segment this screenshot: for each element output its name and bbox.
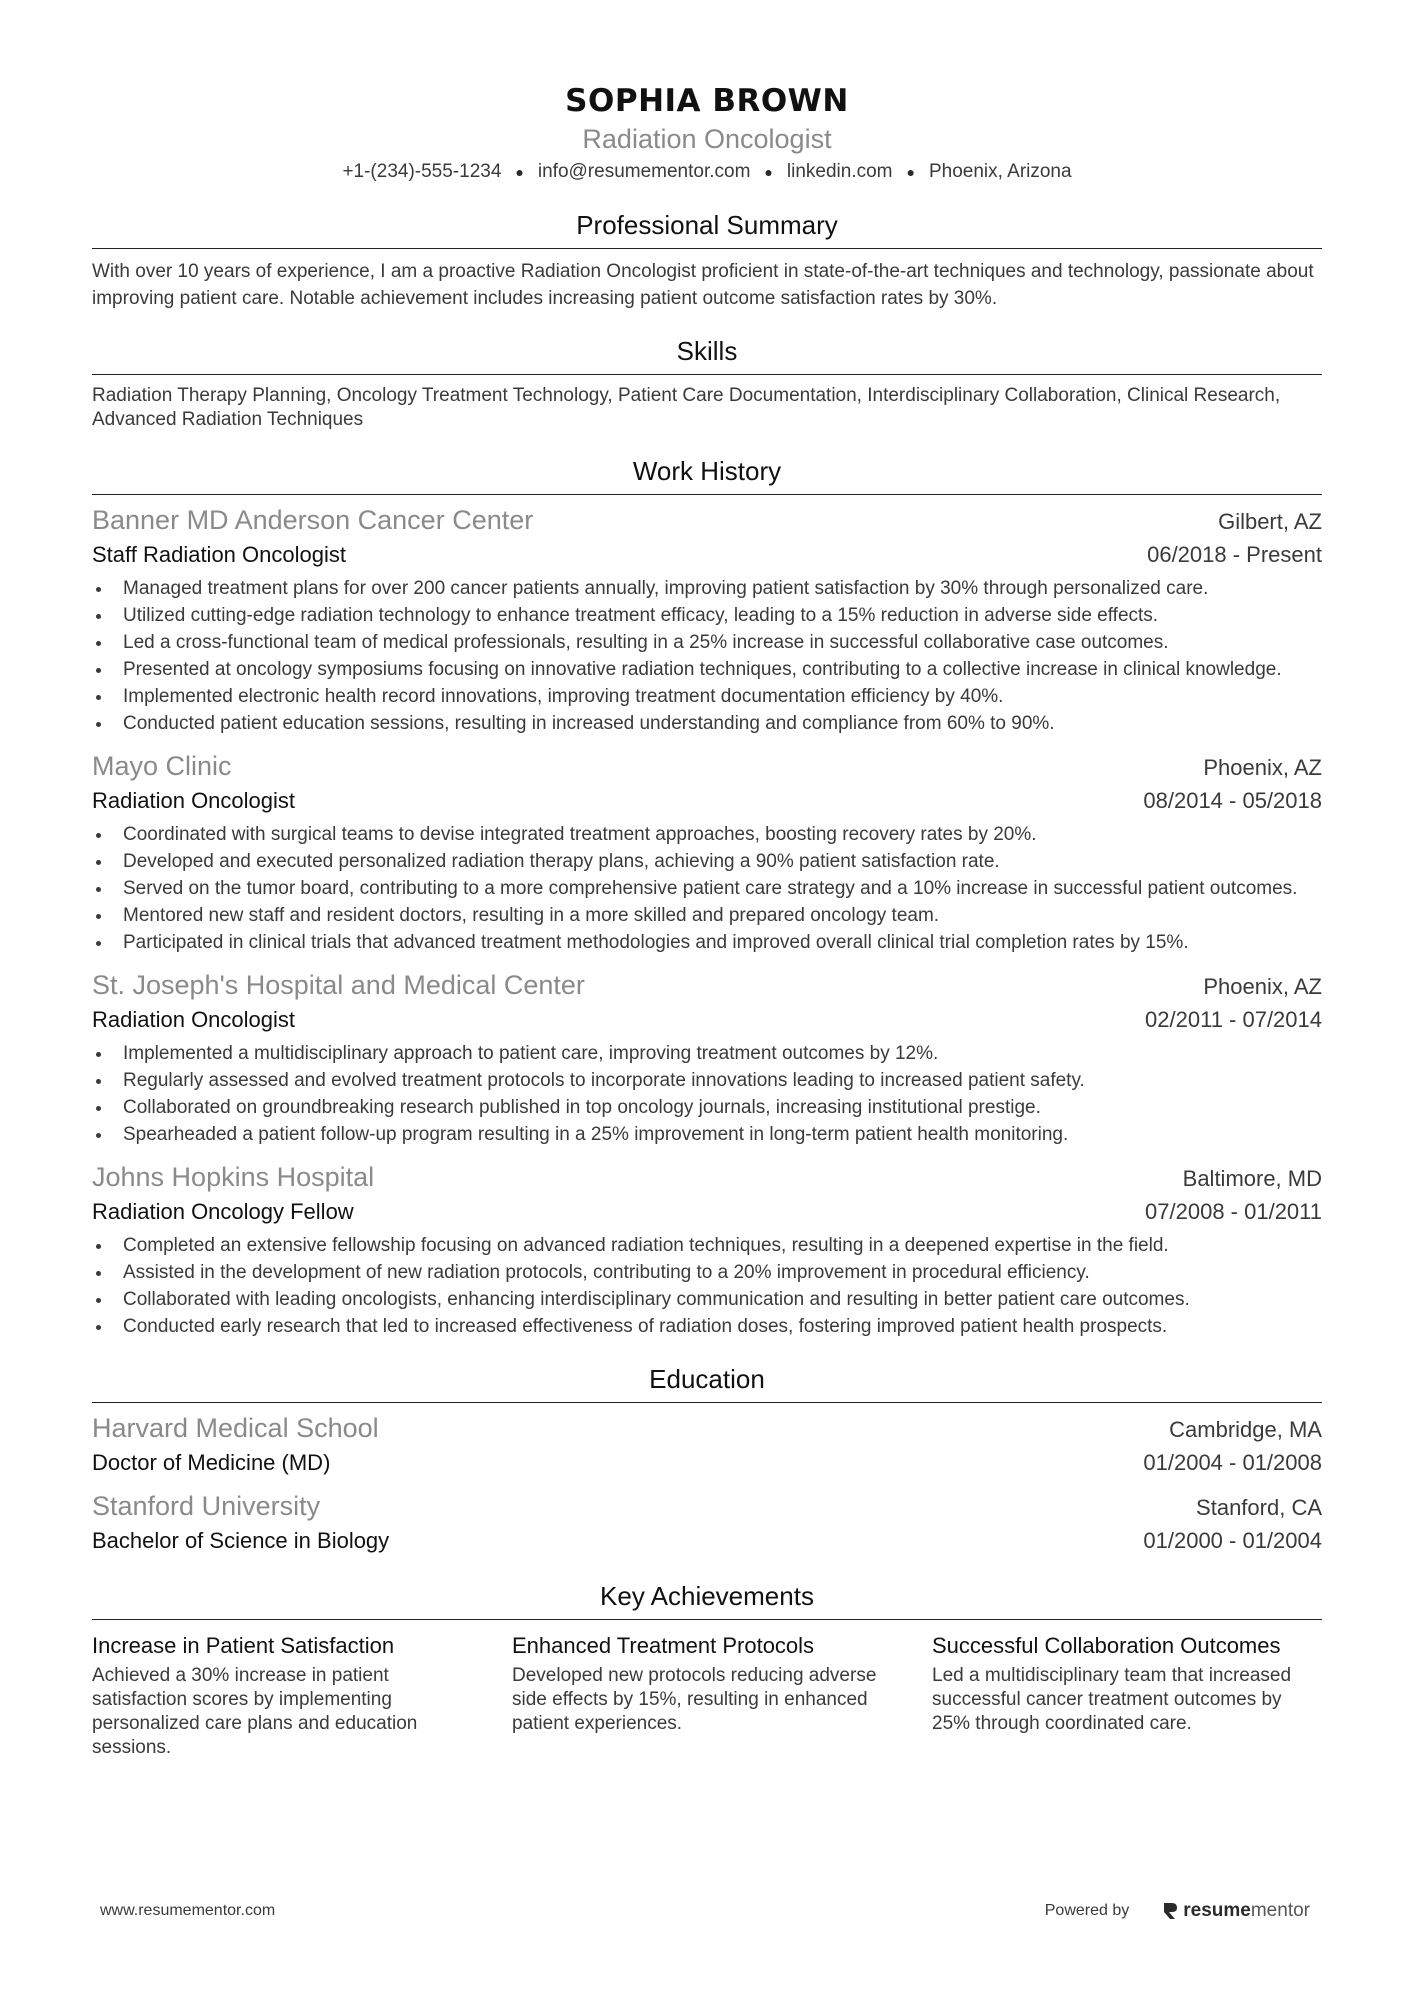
job-bullet: Participated in clinical trials that advanced treatment methodologies and improved overall clinical trial completion rates by 15%. [92, 929, 1322, 956]
job-bullets [92, 1040, 1322, 1148]
achievement-item [512, 1630, 902, 1760]
powered-by-label: Powered by [1044, 1902, 1130, 1919]
job-organization: Mayo Clinic [92, 751, 232, 782]
powered-by [1045, 1900, 1310, 1922]
education-degree: Doctor of Medicine (MD) [92, 1450, 331, 1476]
bullet-separator-icon: ● [764, 164, 773, 180]
bullet-separator-icon: ● [906, 164, 915, 180]
education-entry [92, 1489, 1322, 1557]
candidate-name: SOPHIA BROWN [565, 83, 849, 119]
job-dates: 06/2018 - Present [1147, 542, 1322, 568]
job-organization: Johns Hopkins Hospital [92, 1162, 375, 1193]
job-location: Phoenix, AZ [1203, 974, 1322, 1000]
education-section [92, 1362, 1322, 1557]
skills-section [92, 334, 1322, 432]
education-school: Harvard Medical School [92, 1413, 379, 1444]
job-location: Gilbert, AZ [1218, 509, 1322, 535]
bullet-separator-icon: ● [515, 164, 524, 180]
section-title: Skills [92, 334, 1322, 375]
job-bullet: Collaborated on groundbreaking research published in top oncology journals, increasing institutional prestige. [92, 1094, 1322, 1121]
section-title: Work History [92, 454, 1322, 495]
achievements-section [92, 1579, 1322, 1760]
summary-text: With over 10 years of experience, I am a proactive Radiation Oncologist proficient in state-of-the-art techniques and technology, passionate about improving patient care. Notable achievement includes increasing patient outcome satisfaction rates by 30%. [92, 261, 1314, 310]
contact-location: Phoenix, Arizona [928, 161, 1072, 183]
job-bullet: Completed an extensive fellowship focusing on advanced radiation techniques, resulting in a deepened expertise in the field. [92, 1232, 1322, 1259]
job-bullet: Coordinated with surgical teams to devise integrated treatment approaches, boosting recovery rates by 20%. [92, 821, 1322, 848]
job-bullet: Spearheaded a patient follow-up program resulting in a 25% improvement in long-term patient health monitoring. [92, 1121, 1322, 1148]
summary-section [92, 208, 1322, 312]
education-entry [92, 1411, 1322, 1479]
job-location: Phoenix, AZ [1203, 755, 1322, 781]
job-bullet: Assisted in the development of new radiation protocols, contributing to a 20% improvement in procedural efficiency. [92, 1259, 1322, 1286]
job-bullets [92, 575, 1322, 737]
page-footer [100, 1900, 1310, 1922]
job-bullet: Mentored new staff and resident doctors, resulting in a more skilled and prepared oncology team. [92, 902, 1322, 929]
job-bullet: Conducted patient education sessions, resulting in increased understanding and compliance from 60% to 90%. [92, 710, 1322, 737]
job-title: Radiation Oncology Fellow [92, 1199, 354, 1225]
candidate-role: Radiation Oncologist [582, 124, 832, 154]
achievement-text: Achieved a 30% increase in patient satisfaction scores by implementing personalized care plans and education sessions. [92, 1665, 418, 1759]
contact-phone: +1-(234)-555-1234 [342, 161, 502, 183]
achievements-grid [92, 1630, 1322, 1760]
job-bullet: Managed treatment plans for over 200 cancer patients annually, improving patient satisfaction by 30% through personalized care. [92, 575, 1322, 602]
education-dates: 01/2000 - 01/2004 [1143, 1528, 1322, 1554]
job-entry [92, 503, 1322, 737]
brand-name-strong: resume [1183, 1900, 1251, 1921]
education-dates: 01/2004 - 01/2008 [1143, 1450, 1322, 1476]
job-bullet: Conducted early research that led to increased effectiveness of radiation doses, fostering improved patient health prospects. [92, 1313, 1322, 1340]
brand-logo[interactable] [1161, 1900, 1310, 1922]
job-bullet: Regularly assessed and evolved treatment protocols to incorporate innovations leading to increased patient safety. [92, 1067, 1322, 1094]
achievement-text: Developed new protocols reducing adverse side effects by 15%, resulting in enhanced patient experiences. [512, 1665, 877, 1735]
education-degree: Bachelor of Science in Biology [92, 1528, 390, 1554]
brand-name-light: mentor [1250, 1900, 1310, 1921]
job-bullet: Utilized cutting-edge radiation technology to enhance treatment efficacy, leading to a 15% reduction in adverse side effects. [92, 602, 1322, 629]
achievement-text: Led a multidisciplinary team that increased successful cancer treatment outcomes by 25% through coordinated care. [932, 1665, 1292, 1735]
education-school: Stanford University [92, 1491, 321, 1522]
work-history-section [92, 454, 1322, 1340]
job-bullets [92, 821, 1322, 956]
resume-header [92, 80, 1322, 186]
job-entry [92, 749, 1322, 956]
skills-text: Radiation Therapy Planning, Oncology Treatment Technology, Patient Care Documentation, Interdisciplinary Collaboration, Clinical Research, Advanced Radiation Techniques [92, 385, 1281, 431]
job-entry [92, 1160, 1322, 1340]
job-organization: St. Joseph's Hospital and Medical Center [92, 970, 585, 1001]
footer-website-link[interactable]: www.resumementor.com [100, 1902, 276, 1919]
job-location: Baltimore, MD [1182, 1166, 1322, 1192]
achievement-item [932, 1630, 1322, 1760]
education-location: Stanford, CA [1196, 1495, 1322, 1521]
job-bullet: Implemented electronic health record innovations, improving treatment documentation efficiency by 40%. [92, 683, 1322, 710]
resume-page [92, 80, 1322, 1760]
resumementor-logo-icon [1161, 1901, 1179, 1921]
section-title: Professional Summary [92, 208, 1322, 249]
contact-email[interactable]: info@resumementor.com [537, 161, 751, 183]
job-bullet: Developed and executed personalized radiation therapy plans, achieving a 90% patient satisfaction rate. [92, 848, 1322, 875]
job-bullets [92, 1232, 1322, 1340]
job-entry [92, 968, 1322, 1148]
contact-linkedin[interactable]: linkedin.com [786, 161, 893, 183]
section-title: Education [92, 1362, 1322, 1403]
job-title: Radiation Oncologist [92, 788, 296, 814]
job-organization: Banner MD Anderson Cancer Center [92, 505, 534, 536]
job-title: Staff Radiation Oncologist [92, 542, 346, 568]
achievement-item [92, 1630, 482, 1760]
contact-line [92, 158, 1322, 186]
job-bullet: Presented at oncology symposiums focusing on innovative radiation techniques, contributing to a collective increase in clinical knowledge. [92, 656, 1322, 683]
job-bullet: Implemented a multidisciplinary approach to patient care, improving treatment outcomes by 12%. [92, 1040, 1322, 1067]
job-title: Radiation Oncologist [92, 1007, 296, 1033]
section-title: Key Achievements [92, 1579, 1322, 1620]
job-dates: 08/2014 - 05/2018 [1143, 788, 1322, 814]
job-bullet: Collaborated with leading oncologists, enhancing interdisciplinary communication and resulting in better patient care outcomes. [92, 1286, 1322, 1313]
achievement-title: Enhanced Treatment Protocols [512, 1633, 815, 1659]
achievement-title: Successful Collaboration Outcomes [932, 1633, 1281, 1659]
job-bullet: Led a cross-functional team of medical professionals, resulting in a 25% increase in successful collaborative case outcomes. [92, 629, 1322, 656]
education-location: Cambridge, MA [1169, 1417, 1322, 1443]
job-dates: 07/2008 - 01/2011 [1145, 1199, 1322, 1225]
job-bullet: Served on the tumor board, contributing to a more comprehensive patient care strategy and a 10% increase in successful patient outcomes. [92, 875, 1322, 902]
achievement-title: Increase in Patient Satisfaction [92, 1633, 395, 1659]
job-dates: 02/2011 - 07/2014 [1145, 1007, 1322, 1033]
